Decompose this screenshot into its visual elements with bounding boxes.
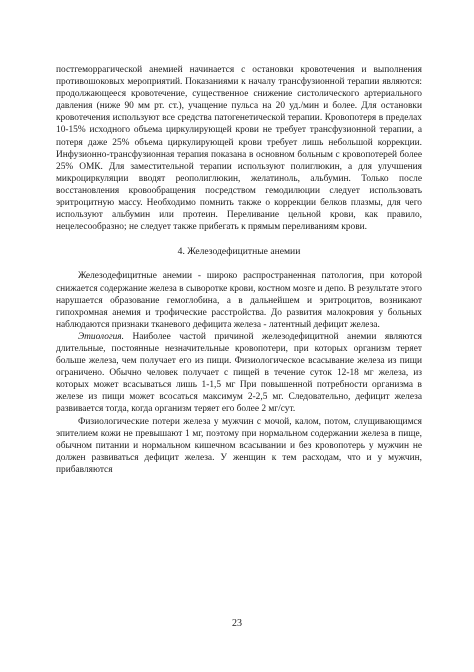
etiology-label: Этиология. <box>78 331 124 342</box>
page-number: 23 <box>232 618 242 629</box>
section-heading: 4. Железодефицитные анемии <box>177 246 301 258</box>
paragraph-definition: Железодефицитные анемии - широко распространенная патология, при которой снижается содержание железа в сыворотке крови, костном мозге и депо. В результате этого нарушается образование гемоглобина, а в дальнейшем и эритроцитов, возникают гипохромная анемия и трофические расстройства. До развития малокровия у больных наблюдаются признаки тканевого дефицита железа - латентный дефицит железа. <box>56 271 422 330</box>
page-body <box>56 64 422 476</box>
paragraph-physiological-losses: Физиологические потери железа у мужчин с мочой, калом, потом, слущивающимся эпителием кожи не превышают 1 мг, поэтому при нормальном содержании железа в пище, обычном питании и нормальном кишечном всасывании и без кровопотерь у мужчин не должен развиваться дефицит железа. У женщин к тем расходам, что и у мужчин, прибавляются <box>56 416 422 475</box>
paragraph-continuation: постгеморрагической анемией начинается с остановки кровотечения и выполнения противошоковых мероприятий. Показаниями к началу трансфузионной терапии являются: продолжающееся кровотечение, существенное снижение систолического артериального давления (ниже 90 мм рт. ст.), учащение пульса на 20 уд./мин и более. Для остановки кровотечения используют все средства патогенетической терапии. Кровопотеря в пределах 10-15% исходного объема циркулирующей крови не требует трансфузионной терапии, а потеря даже 25% объема циркулирующей крови требует лишь небольшой коррекции. Инфузионно-трансфузионная терапия показана в основном больным с кровопотерей более 25% ОМК. Для заместительной терапии используют полиглюкин, а для улучшения микроциркуляции вводят реополиглюкин, желатиноль, альбумин. Только после восстановления кровообращения посредством гемодилюции следует использовать эритроцитную массу. Необходимо помнить также о коррекции белков плазмы, для чего используют альбумин или протеин. Переливание цельной крови, как правило, нецелесообразно; не следует также прибегать к прямым переливаниям крови. <box>56 65 422 233</box>
etiology-text: Наиболее частой причиной железодефицитной анемии являются длительные, постоянные незначительные кровопотери, при которых организм теряет больше железа, чем получает его из пищи. Физиологическое всасывание железа из пищи ограничено. Обычно человек получает с пищей в течение суток 12-18 мг железа, из которых может всасываться лишь 1-1,5 мг При повышенной потребности организма в железе из пищи может всосаться максимум 2-2,5 мг. Следовательно, дефицит железа развивается тогда, когда организм теряет его более 2 мг/сут. <box>56 331 422 415</box>
paragraph-etiology <box>56 331 422 416</box>
